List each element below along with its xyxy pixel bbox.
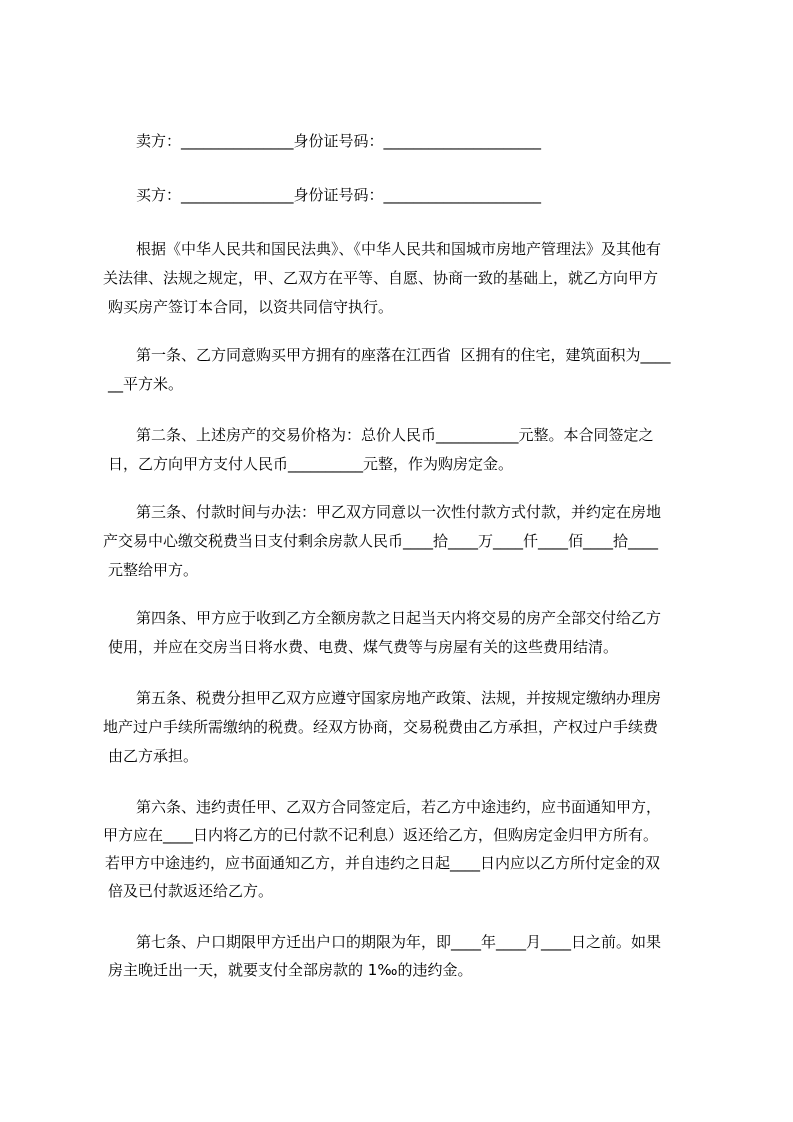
article-5-line: 地产过户手续所需缴纳的税费。经双方协商，交易税费由乙方承担，产权过户手续费 xyxy=(103,718,659,736)
preamble-line: 根据《中华人民共和国民法典》、《中华人民共和国城市房地产管理法》及其他有 xyxy=(136,240,662,258)
article-6-line: 若甲方中途违约，应书面通知乙方，并自违约之日起____日内应以乙方所付定金的双 xyxy=(105,854,661,872)
article-1-line: __平方米。 xyxy=(108,375,184,393)
preamble-line: 关法律、法规之规定，甲、乙双方在平等、自愿、协商一致的基础上，就乙方向甲方 xyxy=(103,269,659,287)
article-6-line: 倍及已付款返还给乙方。 xyxy=(108,882,274,900)
preamble-line: 购买房产签订本合同，以资共同信守执行。 xyxy=(108,298,394,316)
article-1-line: 第一条、乙方同意购买甲方拥有的座落在江西省 区拥有的住宅，建筑面积为____ xyxy=(136,346,671,364)
article-4-line: 第四条、甲方应于收到乙方全额房款之日起当天内将交易的房产全部交付给乙方 xyxy=(136,609,662,627)
article-7-line: 第七条、户口期限甲方迁出户口的期限为年，即____年____月____日之前。如果 xyxy=(136,933,662,951)
article-6-line: 甲方应在____日内将乙方的已付款不记利息）返还给乙方，但购房定金归甲方所有。 xyxy=(103,826,659,844)
article-6-line: 第六条、违约责任甲、乙双方合同签定后，若乙方中途违约，应书面通知甲方， xyxy=(136,798,662,816)
article-3-line: 产交易中心缴交税费当日支付剩余房款人民币____拾____万____仟____佰____拾____ xyxy=(103,532,659,550)
article-2-line: 第二条、上述房产的交易价格为：总价人民币___________元整。本合同签定之 xyxy=(136,426,654,444)
article-2-line: 日，乙方向甲方支付人民币__________元整，作为购房定金。 xyxy=(108,455,514,473)
article-7-line: 房主晚迁出一天，就要支付全部房款的 1‰的违约金。 xyxy=(108,961,473,979)
article-5-line: 第五条、税费分担甲乙双方应遵守国家房地产政策、法规，并按规定缴纳办理房 xyxy=(136,689,662,707)
buyer-line: 买方：_______________身份证号码：_____________________ xyxy=(136,186,542,204)
seller-line: 卖方：_______________身份证号码：_____________________ xyxy=(136,132,542,150)
article-3-line: 元整给甲方。 xyxy=(108,561,199,579)
article-3-line: 第三条、付款时间与办法：甲乙双方同意以一次性付款方式付款，并约定在房地 xyxy=(136,503,662,521)
article-4-line: 使用，并应在交房当日将水费、电费、煤气费等与房屋有关的这些费用结清。 xyxy=(108,638,619,656)
article-5-line: 由乙方承担。 xyxy=(108,747,199,765)
